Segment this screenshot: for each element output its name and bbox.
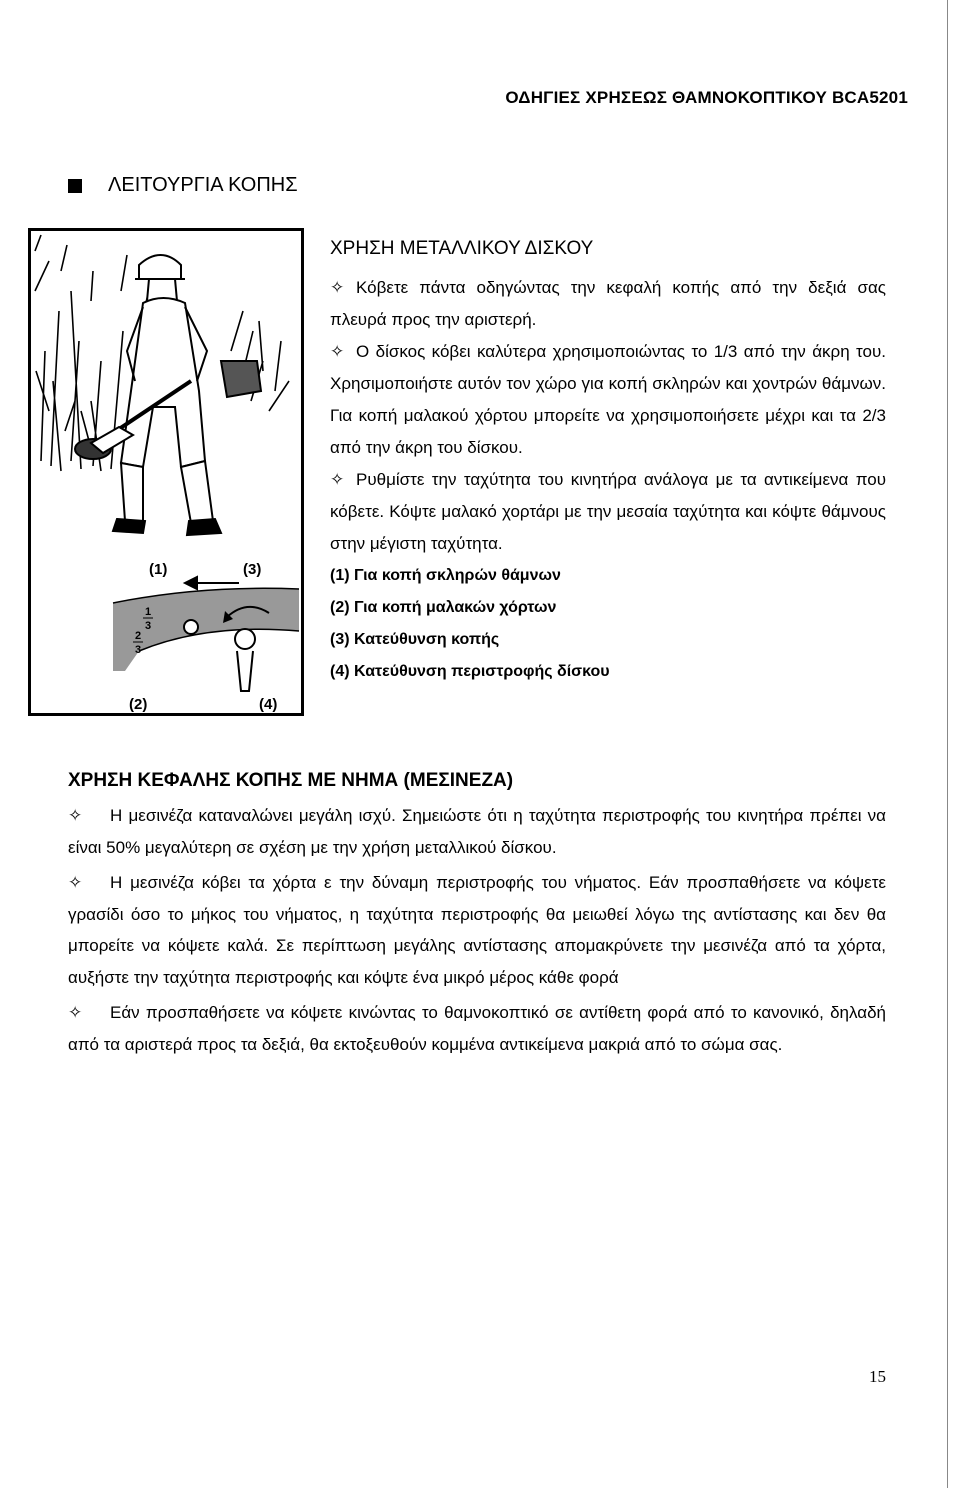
section-heading [68, 174, 298, 197]
figure-label-3: (3) [243, 561, 262, 578]
metal-disc-section [330, 238, 886, 688]
string-head-bullet-1: ✧ Η μεσινέζα καταναλώνει μεγάλη ισχύ. Σημειώστε ότι η ταχύτητα περιστροφής του κινητήρα πρέπει να είναι 50% μεγαλύτερη σε σχέση με την χρήση μεταλλικού δίσκου. [68, 800, 886, 863]
metal-disc-title: ΧΡΗΣΗ ΜΕΤΑΛΛΙΚΟΥ ΔΙΣΚΟΥ [330, 238, 594, 259]
cutting-direction-arrow [185, 577, 239, 589]
legend-item-2: (2) Για κοπή μαλακών χόρτων [330, 599, 557, 616]
page-number: 15 [869, 1367, 886, 1386]
metal-disc-bullet-2: ✧ Ο δίσκος κόβει καλύτερα χρησιμοποιώντας το 1/3 από την άκρη του. Χρησιμοποιήστε αυτόν τον χώρο για κοπή σκληρών και χοντρών θάμνων. Για κοπή μαλακού χόρτου μπορείτε να χρησιμοποιήσετε μέχρι και τα 2/3 από την άκρη του δίσκου. [330, 336, 886, 464]
legend-item-4: (4) Κατεύθυνση περιστροφής δίσκου [330, 663, 610, 680]
four-point-star-icon: ✧ [68, 873, 83, 892]
illustration-svg [31, 231, 301, 713]
string-head-bullet-2: ✧ Η μεσινέζα κόβει τα χόρτα ε την δύναμη περιστροφής του νήματος. Εάν προσπαθήσετε να κόψετε γρασίδι όσο το μήκος του νήματος, η ταχύτητα περιστροφής θα μειωθεί λόγω της αντίστασης και δεν θα μπορείτε να κόψετε καλά. Σε περίπτωση μεγάλης αντίστασης απομακρύνετε την μεσινέζα από τα χόρτα, αυξήστε την ταχύτητα περιστροφής και κόψτε ένα μικρό μέρος κάθε φορά [68, 867, 886, 993]
four-point-star-icon: ✧ [68, 1003, 83, 1022]
metal-disc-bullet-3: ✧ Ρυθμίστε την ταχύτητα του κινητήρα ανάλογα με τα αντικείμενα που κόβετε. Κόψτε μαλακό χορτάρι με την μεσαία ταχύτητα και κόψτε θάμνους στην μέγιστη ταχύτητα. [330, 464, 886, 560]
figure-label-4: (4) [259, 696, 278, 713]
four-point-star-icon: ✧ [330, 342, 345, 361]
document-header: ΟΔΗΓΙΕΣ ΧΡΗΣΕΩΣ ΘΑΜΝΟΚΟΠΤΙΚΟΥ BCA5201 [505, 88, 908, 107]
trimmer-head-icon [235, 629, 255, 649]
fraction-den-1: 3 [145, 620, 152, 632]
cutting-illustration [28, 228, 304, 716]
string-head-section [68, 770, 886, 1064]
four-point-star-icon: ✧ [330, 470, 345, 489]
section-title: ΛΕΙΤΟΥΡΓΙΑ ΚΟΠΗΣ [108, 174, 298, 196]
figure-label-2: (2) [129, 696, 148, 713]
disc-hub-icon [184, 620, 198, 634]
fraction-num-2: 2 [135, 630, 142, 642]
legend-item-3: (3) Κατεύθυνση κοπής [330, 631, 500, 648]
legend-item-1: (1) Για κοπή σκληρών θάμνων [330, 567, 561, 584]
figure-label-1: (1) [149, 561, 168, 578]
four-point-star-icon: ✧ [68, 806, 83, 825]
fraction-den-2: 3 [135, 644, 142, 656]
string-head-bullet-3: ✧ Εάν προσπαθήσετε να κόψετε κινώντας το θαμνοκοπτικό σε αντίθετη φορά από το κανονικό, δηλαδή από τα αριστερά προς τα δεξιά, θα εκτοξευθούν κομμένα αντικείμενα μακριά από το σώμα σας. [68, 997, 886, 1060]
metal-disc-bullet-1: ✧ Κόβετε πάντα οδηγώντας την κεφαλή κοπής από την δεξιά σας πλευρά προς την αριστερή. [330, 272, 886, 336]
operator-illustration [75, 255, 261, 535]
fraction-num-1: 1 [145, 606, 152, 618]
four-point-star-icon: ✧ [330, 278, 345, 297]
string-head-title: ΧΡΗΣΗ ΚΕΦΑΛΗΣ ΚΟΠΗΣ ΜΕ ΝΗΜΑ (ΜΕΣΙΝΕΖΑ) [68, 770, 514, 791]
square-bullet-icon [68, 179, 82, 193]
